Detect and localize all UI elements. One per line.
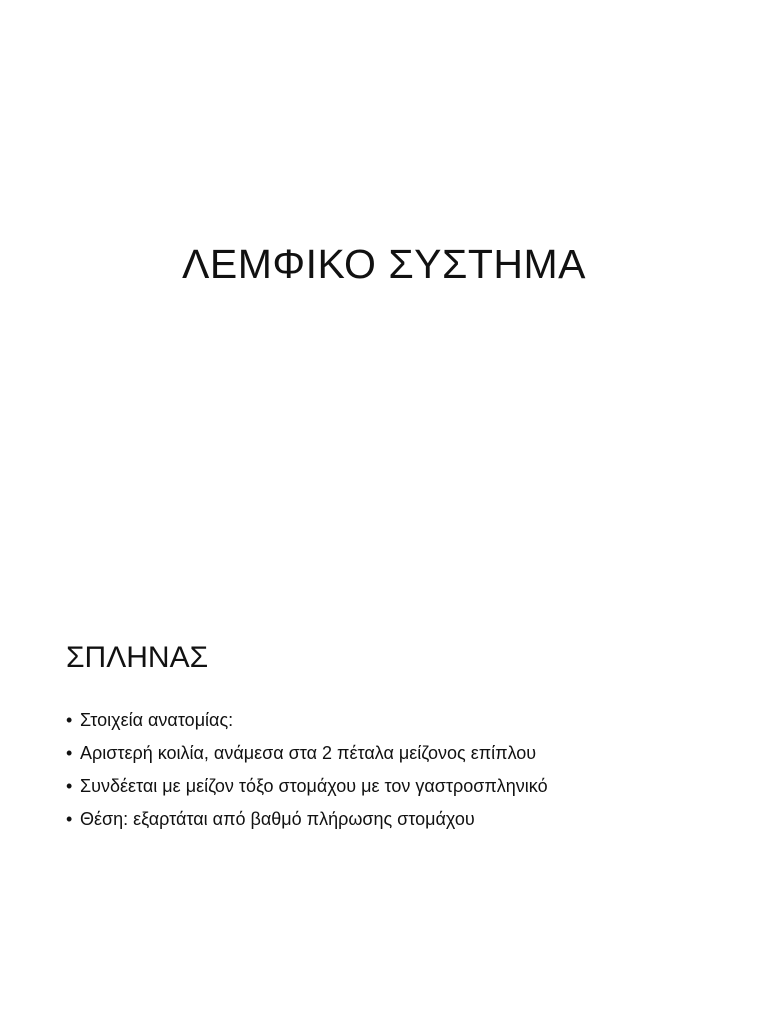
list-item-text: Συνδέεται με μείζον τόξο στομάχου με τον γαστροσπληνικό (80, 776, 548, 796)
page-title: ΛΕΜΦΙΚΟ ΣΥΣΤΗΜΑ (181, 241, 587, 287)
list-item (66, 770, 726, 803)
bullet-icon: • (66, 743, 73, 763)
list-item (66, 803, 726, 836)
list-item-text: Θέση: εξαρτάται από βαθμό πλήρωσης στομάχου (80, 809, 475, 829)
bullet-icon: • (66, 809, 73, 829)
bullet-icon: • (66, 710, 73, 730)
bullet-list (66, 704, 726, 836)
content-section (66, 636, 726, 836)
bullet-icon: • (66, 776, 73, 796)
list-item-text: Στοιχεία ανατομίας: (80, 710, 234, 730)
list-item (66, 737, 726, 770)
list-item (66, 704, 726, 737)
list-item-text: Αριστερή κοιλία, ανάμεσα στα 2 πέταλα μείζονος επίπλου (80, 743, 537, 763)
section-heading: ΣΠΛΗΝΑΣ (66, 641, 209, 674)
